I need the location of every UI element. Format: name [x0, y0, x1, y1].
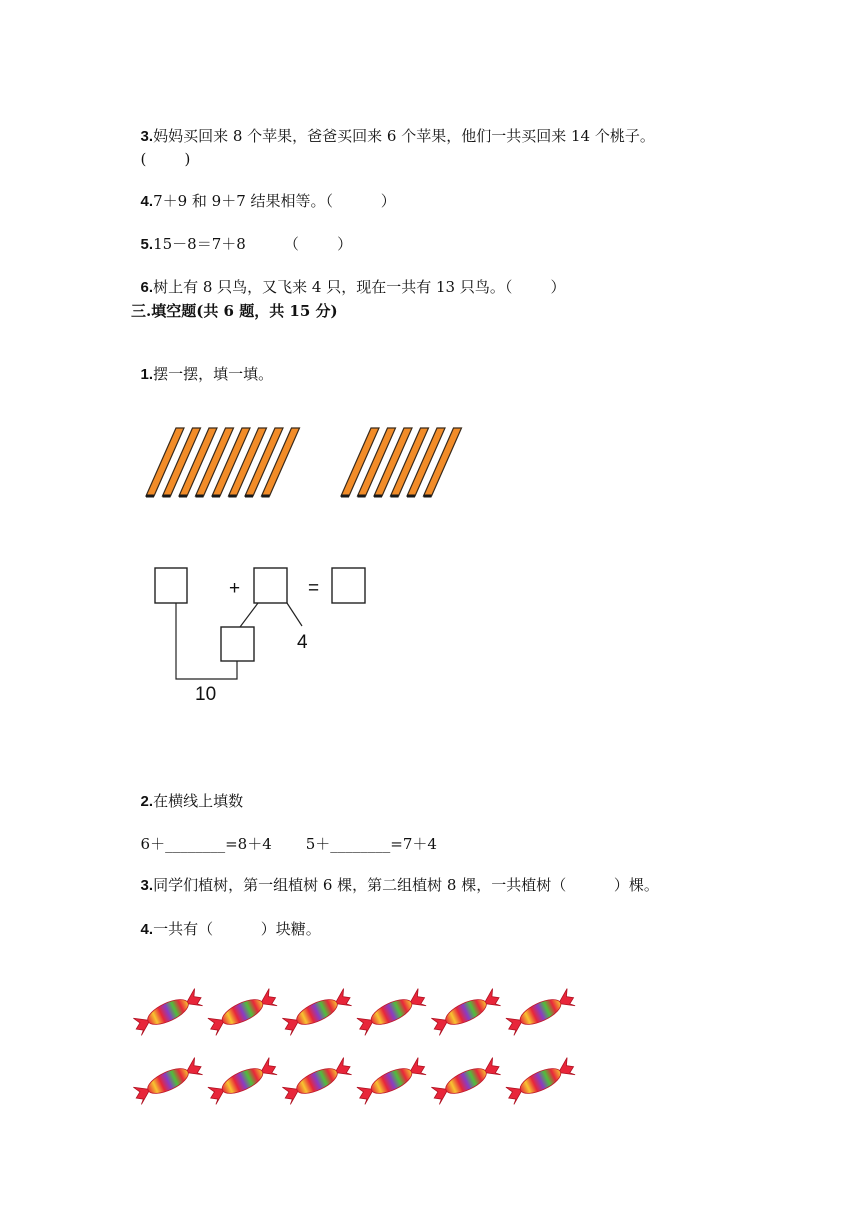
candy [206, 1057, 280, 1106]
item-number: 6. [140, 279, 154, 296]
candy [280, 988, 354, 1037]
question-number: 1. [140, 366, 154, 383]
bracket-label: 10 [195, 684, 217, 705]
item-number: 4. [140, 193, 154, 210]
question-number: 4. [140, 921, 154, 938]
equals-sign: = [308, 578, 320, 599]
candy [206, 988, 280, 1037]
split-label: 4 [297, 632, 308, 653]
fill-expression-1[interactable]: 6＋________=8＋4 [140, 835, 272, 853]
question-text: 一共有（ ）块糖。 [153, 920, 321, 938]
candy [429, 1057, 503, 1106]
candy [131, 988, 205, 1037]
candy [355, 988, 429, 1037]
fill-expression-2[interactable]: 5＋________=7＋4 [305, 835, 437, 853]
candy [131, 1057, 205, 1106]
item-text: 树上有 8 只鸟，又飞来 4 只，现在一共有 13 只鸟。（ ） [153, 278, 566, 296]
question-text: 在横线上填数 [153, 792, 244, 810]
candy [429, 988, 503, 1037]
plus-sign: + [229, 578, 241, 599]
item-text: 妈妈买回来 8 个苹果，爸爸买回来 6 个苹果，他们一共买回来 14 个桃子。 [153, 127, 655, 145]
candy [504, 988, 578, 1037]
candy [504, 1057, 578, 1106]
item-text: 7＋9 和 9＋7 结果相等。（ ） [153, 192, 396, 210]
question-number: 3. [140, 877, 154, 894]
candy [355, 1057, 429, 1106]
candy [280, 1057, 354, 1106]
item-text: 15－8＝7＋8 （ ） [153, 235, 353, 253]
question-number: 2. [140, 793, 154, 810]
question-text: 同学们植树，第一组植树 6 棵，第二组植树 8 棵，一共植树（ ）棵。 [153, 876, 659, 894]
item-number: 5. [140, 236, 154, 253]
section-heading: 三.填空题(共 6 题，共 15 分) [131, 302, 338, 320]
answer-bracket: ( ) [140, 150, 191, 168]
item-number: 3. [140, 128, 154, 145]
question-text: 摆一摆，填一填。 [153, 365, 274, 383]
